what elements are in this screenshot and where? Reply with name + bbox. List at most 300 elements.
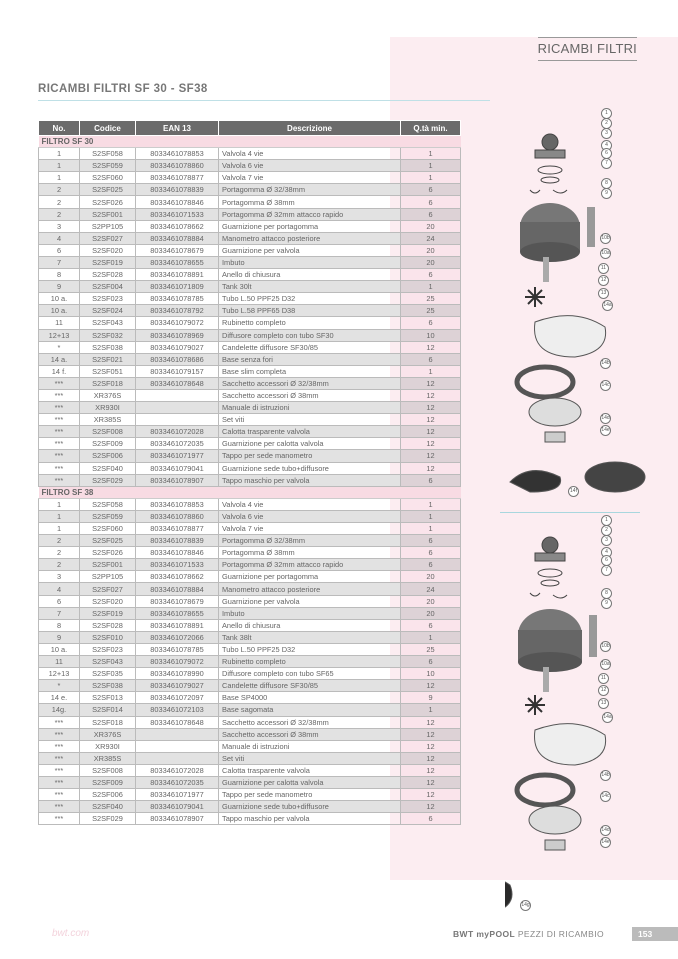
cell-codice: S2SF029: [80, 474, 136, 486]
callout-label: 14g: [520, 900, 531, 911]
cell-ean: 8033461078853: [136, 498, 219, 510]
cell-qty: 25: [401, 643, 461, 655]
cell-descrizione: Manuale di istruzioni: [219, 402, 401, 414]
cell-ean: 8033461071809: [136, 281, 219, 293]
cell-qty: 6: [401, 317, 461, 329]
cell-no: 14 f.: [39, 365, 80, 377]
table-row: [39, 656, 461, 668]
cell-qty: 12: [401, 414, 461, 426]
cell-no: ***: [39, 716, 80, 728]
table-row: [39, 631, 461, 643]
table-row: [39, 160, 461, 172]
table-row: [39, 172, 461, 184]
cell-ean: 8033461072066: [136, 631, 219, 643]
cell-descrizione: Set viti: [219, 414, 401, 426]
table-row: [39, 208, 461, 220]
callout-label: 8: [601, 588, 612, 599]
tank-drawing: [520, 203, 595, 307]
footer-label: PEZZI DI RICAMBIO: [517, 929, 604, 939]
cell-codice: S2SF038: [80, 680, 136, 692]
cell-descrizione: Portagomma Ø 32mm attacco rapido: [219, 208, 401, 220]
cell-descrizione: Base SP4000: [219, 692, 401, 704]
cell-no: 7: [39, 607, 80, 619]
cell-qty: 1: [401, 172, 461, 184]
table-row: [39, 474, 461, 486]
cell-no: 11: [39, 656, 80, 668]
cell-no: 6: [39, 595, 80, 607]
cell-codice: S2SF020: [80, 244, 136, 256]
callout-label: 14f: [568, 486, 579, 497]
callout-label: 11: [598, 673, 609, 684]
cell-qty: 20: [401, 607, 461, 619]
cell-no: 2: [39, 184, 80, 196]
cell-ean: 8033461078648: [136, 716, 219, 728]
cell-descrizione: Base senza fori: [219, 353, 401, 365]
cell-no: ***: [39, 776, 80, 788]
cell-no: 7: [39, 256, 80, 268]
cell-qty: 12: [401, 740, 461, 752]
cell-codice: S2SF035: [80, 668, 136, 680]
cell-no: ***: [39, 462, 80, 474]
cell-qty: 12: [401, 341, 461, 353]
parts-table: [38, 120, 461, 825]
cell-ean: 8033461072028: [136, 426, 219, 438]
cell-qty: 1: [401, 510, 461, 522]
cell-ean: 8033461078969: [136, 329, 219, 341]
table-row: [39, 547, 461, 559]
cell-qty: 24: [401, 583, 461, 595]
cell-no: 8: [39, 269, 80, 281]
section-title: FILTRO SF 38: [39, 486, 461, 498]
table-row: [39, 232, 461, 244]
table-row: [39, 414, 461, 426]
table-row: [39, 716, 461, 728]
cell-qty: 6: [401, 353, 461, 365]
cell-ean: 8033461071977: [136, 789, 219, 801]
cell-descrizione: Manometro attacco posteriore: [219, 232, 401, 244]
cell-codice: S2SF058: [80, 498, 136, 510]
cell-ean: 8033461078907: [136, 474, 219, 486]
cell-codice: S2SF026: [80, 547, 136, 559]
table-row: [39, 256, 461, 268]
cell-descrizione: Anello di chiusura: [219, 619, 401, 631]
cell-descrizione: Tank 38lt: [219, 631, 401, 643]
cell-qty: 12: [401, 752, 461, 764]
cell-ean: 8033461072035: [136, 438, 219, 450]
cell-codice: S2SF019: [80, 256, 136, 268]
cell-no: 2: [39, 196, 80, 208]
header-descrizione: Descrizione: [219, 121, 401, 136]
cell-codice: S2SF021: [80, 353, 136, 365]
cell-codice: S2SF020: [80, 595, 136, 607]
cell-codice: S2SF060: [80, 172, 136, 184]
cell-qty: 12: [401, 426, 461, 438]
cell-qty: 25: [401, 305, 461, 317]
callout-label: 6: [601, 148, 612, 159]
cell-qty: 6: [401, 474, 461, 486]
cell-descrizione: Guarnizione per portagomma: [219, 220, 401, 232]
tank-drawing: [518, 609, 597, 715]
table-row: [39, 317, 461, 329]
callout-label: 14b: [600, 770, 611, 781]
cell-ean: 8033461078662: [136, 571, 219, 583]
cell-codice: S2SF029: [80, 813, 136, 825]
cell-codice: S2SF010: [80, 631, 136, 643]
table-row: [39, 752, 461, 764]
cell-codice: S2SF001: [80, 559, 136, 571]
cell-codice: S2SF014: [80, 704, 136, 716]
cell-no: 2: [39, 208, 80, 220]
cell-no: 8: [39, 619, 80, 631]
cell-qty: 12: [401, 450, 461, 462]
footer-text: [453, 929, 604, 939]
callout-label: 14d: [600, 825, 611, 836]
cell-codice: S2SF009: [80, 438, 136, 450]
cell-ean: 8033461079027: [136, 341, 219, 353]
cell-no: ***: [39, 426, 80, 438]
cell-no: ***: [39, 474, 80, 486]
cell-codice: S2SF018: [80, 377, 136, 389]
cell-ean: [136, 740, 219, 752]
cell-qty: 12: [401, 716, 461, 728]
callout-label: 14e: [600, 837, 611, 848]
cell-codice: S2SF059: [80, 160, 136, 172]
cell-ean: 8033461078846: [136, 547, 219, 559]
cell-no: 3: [39, 220, 80, 232]
exploded-diagram-sf30: [505, 112, 650, 507]
table-row: [39, 244, 461, 256]
cell-codice: S2SF060: [80, 523, 136, 535]
cell-descrizione: Guarnizione sede tubo+diffusore: [219, 801, 401, 813]
page-title: RICAMBI FILTRI SF 30 - SF38: [38, 83, 490, 101]
cell-ean: 8033461079041: [136, 462, 219, 474]
cell-descrizione: Base sagomata: [219, 704, 401, 716]
cell-descrizione: Sacchetto accessori Ø 32/38mm: [219, 716, 401, 728]
table-row: [39, 813, 461, 825]
table-row: [39, 789, 461, 801]
cell-qty: 1: [401, 160, 461, 172]
table-row: [39, 740, 461, 752]
cell-codice: S2SF004: [80, 281, 136, 293]
cell-descrizione: Calotta trasparente valvola: [219, 426, 401, 438]
cell-qty: 10: [401, 329, 461, 341]
table-row: [39, 293, 461, 305]
table-row: [39, 559, 461, 571]
cell-ean: 8033461072028: [136, 764, 219, 776]
cell-qty: 12: [401, 402, 461, 414]
cell-descrizione: Valvola 4 vie: [219, 148, 401, 160]
callout-label: 10a: [600, 248, 611, 259]
cell-qty: 20: [401, 244, 461, 256]
table-row: [39, 329, 461, 341]
cell-descrizione: Base slim completa: [219, 365, 401, 377]
callout-label: 1: [601, 108, 612, 119]
cell-qty: 12: [401, 377, 461, 389]
table-row: [39, 583, 461, 595]
callout-label: 2: [601, 525, 612, 536]
header-no: No.: [39, 121, 80, 136]
table-row: [39, 377, 461, 389]
cell-no: 11: [39, 317, 80, 329]
cell-descrizione: Portagomma Ø 38mm: [219, 547, 401, 559]
cell-ean: [136, 752, 219, 764]
cell-qty: 12: [401, 462, 461, 474]
table-row: [39, 704, 461, 716]
brand-logo-watermark: bwt.com: [52, 928, 90, 939]
cell-descrizione: Valvola 6 vie: [219, 510, 401, 522]
cell-no: 14g.: [39, 704, 80, 716]
cell-descrizione: Tubo L.50 PPF25 D32: [219, 643, 401, 655]
cell-descrizione: Guarnizione per valvola: [219, 595, 401, 607]
cell-descrizione: Tappo per sede manometro: [219, 789, 401, 801]
cell-codice: S2SF008: [80, 764, 136, 776]
header-codice: Codice: [80, 121, 136, 136]
callout-label: 7: [601, 565, 612, 576]
cell-descrizione: Manometro attacco posteriore: [219, 583, 401, 595]
cell-codice: S2SF026: [80, 196, 136, 208]
table-row: [39, 692, 461, 704]
cell-codice: S2SF051: [80, 365, 136, 377]
cell-ean: 8033461078792: [136, 305, 219, 317]
cell-qty: 12: [401, 728, 461, 740]
table-row: [39, 498, 461, 510]
base-drawings: [510, 316, 645, 492]
cell-ean: 8033461078679: [136, 595, 219, 607]
cell-codice: S2SF019: [80, 607, 136, 619]
cell-descrizione: Tappo maschio per valvola: [219, 474, 401, 486]
cell-no: 12+13: [39, 668, 80, 680]
callout-label: 14b: [600, 358, 611, 369]
cell-ean: 8033461078662: [136, 220, 219, 232]
table-row: [39, 462, 461, 474]
cell-no: ***: [39, 438, 80, 450]
cell-descrizione: Calotta trasparente valvola: [219, 764, 401, 776]
cell-descrizione: Diffusore completo con tubo SF65: [219, 668, 401, 680]
cell-qty: 6: [401, 559, 461, 571]
cell-no: ***: [39, 813, 80, 825]
cell-ean: 8033461078846: [136, 196, 219, 208]
table-row: [39, 680, 461, 692]
cell-qty: 1: [401, 631, 461, 643]
cell-no: ***: [39, 764, 80, 776]
cell-codice: S2SF009: [80, 776, 136, 788]
cell-no: 2: [39, 559, 80, 571]
cell-qty: 1: [401, 365, 461, 377]
cell-codice: S2SF059: [80, 510, 136, 522]
cell-ean: 8033461071977: [136, 450, 219, 462]
cell-qty: 20: [401, 571, 461, 583]
cell-codice: S2SF040: [80, 801, 136, 813]
cell-ean: 8033461079072: [136, 656, 219, 668]
callout-label: 9: [601, 188, 612, 199]
cell-descrizione: Tubo L.50 PPF25 D32: [219, 293, 401, 305]
cell-descrizione: Portagomma Ø 32/38mm: [219, 184, 401, 196]
cell-descrizione: Sacchetto accessori Ø 32/38mm: [219, 377, 401, 389]
cell-descrizione: Tank 30lt: [219, 281, 401, 293]
cell-descrizione: Candelette diffusore SF30/85: [219, 341, 401, 353]
cell-qty: 1: [401, 281, 461, 293]
callout-label: 1: [601, 515, 612, 526]
cell-qty: 6: [401, 619, 461, 631]
cell-codice: S2SF043: [80, 317, 136, 329]
cell-codice: S2SF025: [80, 184, 136, 196]
cell-ean: 8033461071533: [136, 559, 219, 571]
cell-no: 10 a.: [39, 643, 80, 655]
cell-no: 10 a.: [39, 305, 80, 317]
table-row: [39, 196, 461, 208]
callout-label: 10b: [600, 233, 611, 244]
cell-codice: S2SF008: [80, 426, 136, 438]
cell-codice: S2SF032: [80, 329, 136, 341]
cell-no: 3: [39, 571, 80, 583]
cell-ean: 8033461078686: [136, 353, 219, 365]
cell-descrizione: Rubinetto completo: [219, 656, 401, 668]
callout-label: 11: [598, 263, 609, 274]
table-header-row: [39, 121, 461, 136]
cell-no: ***: [39, 801, 80, 813]
callout-label: 7: [601, 158, 612, 169]
callout-label: 12: [598, 685, 609, 696]
cell-descrizione: Guarnizione per calotta valvola: [219, 438, 401, 450]
cell-descrizione: Guarnizione per portagomma: [219, 571, 401, 583]
cell-codice: S2SF027: [80, 583, 136, 595]
section-row: [39, 486, 461, 498]
cell-no: ***: [39, 752, 80, 764]
base-drawings: [505, 724, 606, 915]
cell-ean: 8033461078884: [136, 583, 219, 595]
valve-drawing: [530, 134, 567, 193]
header-qty: Q.tà min.: [401, 121, 461, 136]
cell-descrizione: Set viti: [219, 752, 401, 764]
callout-label: 13: [598, 288, 609, 299]
cell-descrizione: Valvola 4 vie: [219, 498, 401, 510]
cell-ean: 8033461072097: [136, 692, 219, 704]
cell-qty: 12: [401, 801, 461, 813]
cell-qty: 6: [401, 656, 461, 668]
cell-descrizione: Guarnizione per calotta valvola: [219, 776, 401, 788]
table-row: [39, 643, 461, 655]
cell-no: 9: [39, 281, 80, 293]
cell-ean: 8033461078877: [136, 172, 219, 184]
section-tag-label: RICAMBI FILTRI: [538, 37, 637, 61]
cell-qty: 12: [401, 438, 461, 450]
cell-ean: 8033461078877: [136, 523, 219, 535]
cell-qty: 6: [401, 208, 461, 220]
cell-codice: S2SF018: [80, 716, 136, 728]
callout-label: 14e: [600, 425, 611, 436]
valve-drawing: [530, 537, 567, 598]
cell-codice: S2SF024: [80, 305, 136, 317]
cell-qty: 6: [401, 196, 461, 208]
callout-label: 8: [601, 178, 612, 189]
exploded-diagram-sf38: [505, 515, 650, 915]
cell-descrizione: Valvola 6 vie: [219, 160, 401, 172]
cell-no: 1: [39, 172, 80, 184]
table-row: [39, 607, 461, 619]
cell-ean: 8033461079072: [136, 317, 219, 329]
cell-codice: S2SF023: [80, 643, 136, 655]
cell-qty: 10: [401, 668, 461, 680]
cell-ean: 8033461078839: [136, 535, 219, 547]
cell-codice: S2SF040: [80, 462, 136, 474]
cell-descrizione: Imbuto: [219, 256, 401, 268]
callout-label: 14a: [602, 712, 613, 723]
table-row: [39, 389, 461, 401]
cell-qty: 12: [401, 680, 461, 692]
cell-descrizione: Anello di chiusura: [219, 269, 401, 281]
cell-no: 4: [39, 583, 80, 595]
cell-codice: S2SF028: [80, 619, 136, 631]
table-row: [39, 365, 461, 377]
cell-no: ***: [39, 450, 80, 462]
cell-ean: 8033461079027: [136, 680, 219, 692]
cell-ean: 8033461078891: [136, 269, 219, 281]
cell-no: 12+13: [39, 329, 80, 341]
cell-descrizione: Sacchetto accessori Ø 38mm: [219, 389, 401, 401]
cell-descrizione: Guarnizione sede tubo+diffusore: [219, 462, 401, 474]
cell-no: 14 a.: [39, 353, 80, 365]
cell-descrizione: Tubo L.58 PPF65 D38: [219, 305, 401, 317]
cell-no: 1: [39, 510, 80, 522]
table-row: [39, 148, 461, 160]
cell-no: *: [39, 680, 80, 692]
cell-no: 4: [39, 232, 80, 244]
cell-ean: 8033461078655: [136, 256, 219, 268]
table-row: [39, 281, 461, 293]
table-row: [39, 305, 461, 317]
table-row: [39, 184, 461, 196]
callout-label: 14a: [602, 300, 613, 311]
cell-ean: 8033461078907: [136, 813, 219, 825]
callout-label: 13: [598, 698, 609, 709]
table-row: [39, 619, 461, 631]
cell-ean: 8033461079157: [136, 365, 219, 377]
cell-descrizione: Sacchetto accessori Ø 38mm: [219, 728, 401, 740]
table-row: [39, 426, 461, 438]
cell-codice: S2SF038: [80, 341, 136, 353]
callout-label: 3: [601, 128, 612, 139]
section-row: [39, 136, 461, 148]
footer-brand: BWT myPOOL: [453, 929, 516, 939]
cell-qty: 20: [401, 595, 461, 607]
cell-qty: 12: [401, 776, 461, 788]
cell-codice: XR930I: [80, 402, 136, 414]
table-body: [39, 136, 461, 825]
table-row: [39, 450, 461, 462]
callout-label: 4: [601, 547, 612, 558]
cell-descrizione: Tappo per sede manometro: [219, 450, 401, 462]
cell-qty: 12: [401, 789, 461, 801]
cell-descrizione: Candelette diffusore SF30/85: [219, 680, 401, 692]
cell-codice: S2PP105: [80, 571, 136, 583]
cell-descrizione: Manuale di istruzioni: [219, 740, 401, 752]
callout-label: 4: [601, 140, 612, 151]
cell-descrizione: Guarnizione per valvola: [219, 244, 401, 256]
cell-codice: XR376S: [80, 389, 136, 401]
cell-ean: [136, 402, 219, 414]
table-row: [39, 353, 461, 365]
cell-descrizione: Rubinetto completo: [219, 317, 401, 329]
page-number: 153: [632, 927, 678, 941]
cell-qty: 24: [401, 232, 461, 244]
cell-no: ***: [39, 389, 80, 401]
cell-no: 14 e.: [39, 692, 80, 704]
cell-no: 1: [39, 498, 80, 510]
cell-ean: 8033461072035: [136, 776, 219, 788]
cell-descrizione: Portagomma Ø 32mm attacco rapido: [219, 559, 401, 571]
callout-label: 10a: [600, 659, 611, 670]
cell-codice: S2SF025: [80, 535, 136, 547]
